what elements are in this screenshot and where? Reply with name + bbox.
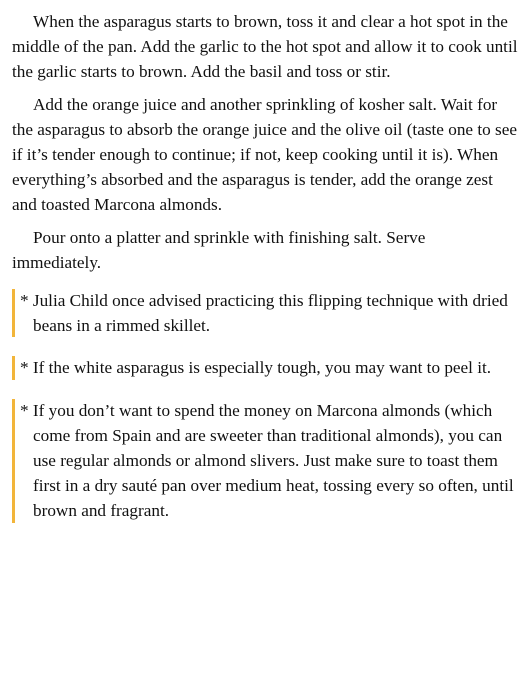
- note-accent-bar: [12, 289, 15, 337]
- instruction-paragraph: When the asparagus starts to brown, toss it and clear a hot spot in the middle of the pan. Add the garlic to the hot spot and allow it to cook until the garlic starts to brown. Add the basil and toss or stir.: [12, 12, 518, 82]
- note-accent-bar: [12, 356, 15, 379]
- instruction-paragraph: Pour onto a platter and sprinkle with finishing salt. Serve immediately.: [12, 227, 426, 272]
- sidebar-note: [12, 398, 518, 524]
- sidebar-note: [12, 355, 518, 380]
- sidebar-note: [12, 288, 518, 338]
- note-accent-bar: [12, 399, 15, 523]
- instruction-paragraph: Add the orange juice and another sprinkling of kosher salt. Wait for the asparagus to absorb the orange juice and the olive oil (taste one to see if it’s tender enough to continue; if not, keep cooking until it is). When everything’s absorbed and the asparagus is tender, add the orange zest and toasted Marcona almonds.: [12, 94, 517, 215]
- note-text: * Julia Child once advised practicing this flipping technique with dried beans in a rimmed skillet.: [20, 291, 508, 336]
- recipe-page: [12, 9, 518, 541]
- note-text: * If you don’t want to spend the money on Marcona almonds (which come from Spain and are sweeter than traditional almonds), you can use regular almonds or almond slivers. Just make sure to toast them first in a dry sauté pan over medium heat, tossing every so often, until brown and fragrant.: [20, 400, 514, 521]
- note-text: * If the white asparagus is especially tough, you may want to peel it.: [20, 358, 492, 378]
